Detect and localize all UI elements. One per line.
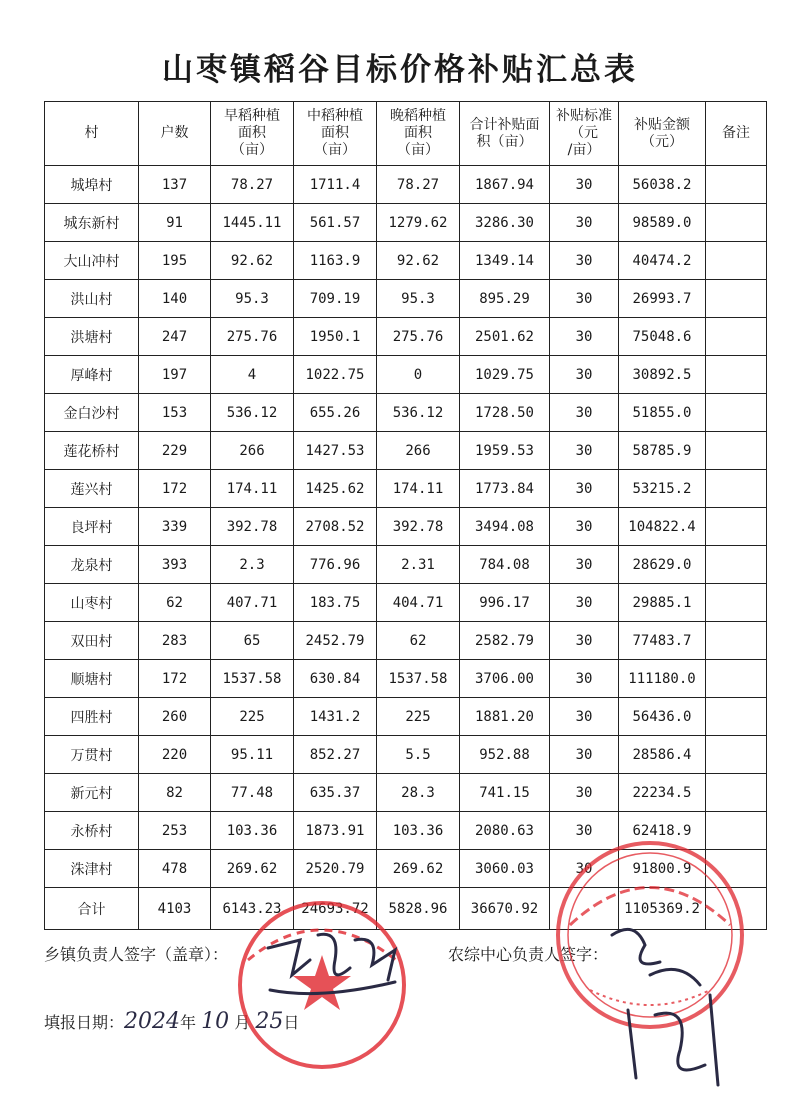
cell-late-rice-area: 62 bbox=[377, 622, 460, 660]
cell-late-rice-area: 103.36 bbox=[377, 812, 460, 850]
cell-total-area: 3060.03 bbox=[460, 850, 550, 888]
header-total-area: 合计补贴面 积（亩） bbox=[460, 102, 550, 166]
cell-mid-rice-area: 2520.79 bbox=[294, 850, 377, 888]
cell-early-rice-area: 392.78 bbox=[211, 508, 294, 546]
cell-village: 城埠村 bbox=[45, 166, 139, 204]
cell-subsidy-standard: 30 bbox=[550, 356, 619, 394]
cell-late-rice-area: 269.62 bbox=[377, 850, 460, 888]
cell-total-area: 2582.79 bbox=[460, 622, 550, 660]
cell-mid-rice-area: 1711.4 bbox=[294, 166, 377, 204]
cell-early-rice-area: 95.3 bbox=[211, 280, 294, 318]
table-row bbox=[45, 242, 767, 280]
cell-early-rice-area: 269.62 bbox=[211, 850, 294, 888]
cell-late-rice-area: 225 bbox=[377, 698, 460, 736]
cell-total-area: 1029.75 bbox=[460, 356, 550, 394]
cell-subsidy-amount: 30892.5 bbox=[619, 356, 706, 394]
cell-subsidy-standard: 30 bbox=[550, 318, 619, 356]
header-village: 村 bbox=[45, 102, 139, 166]
header-mid-rice-area: 中稻种植 面积 （亩） bbox=[294, 102, 377, 166]
cell-early-rice-area: 275.76 bbox=[211, 318, 294, 356]
cell-subsidy-standard: 30 bbox=[550, 698, 619, 736]
table-row bbox=[45, 812, 767, 850]
cell-early-rice-area: 65 bbox=[211, 622, 294, 660]
cell-subsidy-amount: 28586.4 bbox=[619, 736, 706, 774]
cell-mid-rice-area: 1427.53 bbox=[294, 432, 377, 470]
cell-households: 283 bbox=[139, 622, 211, 660]
cell-late-rice-area: 174.11 bbox=[377, 470, 460, 508]
table-body bbox=[45, 166, 767, 930]
cell-mid-rice-area: 2452.79 bbox=[294, 622, 377, 660]
cell-remarks bbox=[706, 774, 767, 812]
cell-late-rice-area: 0 bbox=[377, 356, 460, 394]
table-row bbox=[45, 850, 767, 888]
header-subsidy-standard: 补贴标准 （元 /亩） bbox=[550, 102, 619, 166]
date-month: 10 bbox=[201, 1009, 230, 1034]
cell-village: 顺塘村 bbox=[45, 660, 139, 698]
table-header-row bbox=[45, 102, 767, 166]
cell-remarks bbox=[706, 242, 767, 280]
table-row bbox=[45, 432, 767, 470]
cell-early-rice-area: 1445.11 bbox=[211, 204, 294, 242]
cell-remarks bbox=[706, 622, 767, 660]
cell-total-area: 1349.14 bbox=[460, 242, 550, 280]
cell-subsidy-standard: 30 bbox=[550, 470, 619, 508]
date-day-unit: 日 bbox=[283, 1013, 300, 1032]
table-row bbox=[45, 204, 767, 242]
cell-mid-rice-area: 630.84 bbox=[294, 660, 377, 698]
total-households: 4103 bbox=[139, 888, 211, 930]
header-subsidy-amount: 补贴金额 （元） bbox=[619, 102, 706, 166]
cell-subsidy-standard: 30 bbox=[550, 622, 619, 660]
cell-village: 金白沙村 bbox=[45, 394, 139, 432]
date-month-unit: 月 bbox=[234, 1013, 251, 1032]
total-early-rice-area: 6143.23 bbox=[211, 888, 294, 930]
header-remarks: 备注 bbox=[706, 102, 767, 166]
cell-households: 140 bbox=[139, 280, 211, 318]
date-day: 25 bbox=[255, 1009, 284, 1034]
cell-total-area: 2501.62 bbox=[460, 318, 550, 356]
cell-village: 双田村 bbox=[45, 622, 139, 660]
cell-households: 137 bbox=[139, 166, 211, 204]
cell-households: 91 bbox=[139, 204, 211, 242]
cell-late-rice-area: 5.5 bbox=[377, 736, 460, 774]
cell-early-rice-area: 536.12 bbox=[211, 394, 294, 432]
cell-village: 莲兴村 bbox=[45, 470, 139, 508]
cell-remarks bbox=[706, 356, 767, 394]
cell-subsidy-amount: 28629.0 bbox=[619, 546, 706, 584]
cell-subsidy-standard: 30 bbox=[550, 812, 619, 850]
table-row bbox=[45, 660, 767, 698]
cell-late-rice-area: 92.62 bbox=[377, 242, 460, 280]
cell-households: 247 bbox=[139, 318, 211, 356]
center-handwritten-signature bbox=[612, 929, 718, 1085]
cell-total-area: 784.08 bbox=[460, 546, 550, 584]
township-handwritten-signature bbox=[268, 934, 395, 993]
table-row bbox=[45, 546, 767, 584]
total-late-rice-area: 5828.96 bbox=[377, 888, 460, 930]
date-year: 2024 bbox=[124, 1009, 181, 1034]
cell-mid-rice-area: 2708.52 bbox=[294, 508, 377, 546]
total-remarks bbox=[706, 888, 767, 930]
cell-remarks bbox=[706, 280, 767, 318]
cell-subsidy-standard: 30 bbox=[550, 736, 619, 774]
cell-subsidy-amount: 104822.4 bbox=[619, 508, 706, 546]
cell-subsidy-standard: 30 bbox=[550, 280, 619, 318]
cell-subsidy-amount: 91800.9 bbox=[619, 850, 706, 888]
cell-subsidy-standard: 30 bbox=[550, 546, 619, 584]
cell-mid-rice-area: 852.27 bbox=[294, 736, 377, 774]
cell-late-rice-area: 1537.58 bbox=[377, 660, 460, 698]
cell-households: 220 bbox=[139, 736, 211, 774]
cell-early-rice-area: 1537.58 bbox=[211, 660, 294, 698]
cell-village: 厚峰村 bbox=[45, 356, 139, 394]
cell-subsidy-standard: 30 bbox=[550, 204, 619, 242]
cell-mid-rice-area: 1163.9 bbox=[294, 242, 377, 280]
cell-late-rice-area: 275.76 bbox=[377, 318, 460, 356]
total-village: 合计 bbox=[45, 888, 139, 930]
cell-early-rice-area: 78.27 bbox=[211, 166, 294, 204]
cell-subsidy-amount: 58785.9 bbox=[619, 432, 706, 470]
cell-total-area: 1867.94 bbox=[460, 166, 550, 204]
cell-total-area: 1773.84 bbox=[460, 470, 550, 508]
cell-mid-rice-area: 1425.62 bbox=[294, 470, 377, 508]
cell-households: 197 bbox=[139, 356, 211, 394]
township-signature-label: 乡镇负责人签字（盖章）： bbox=[44, 945, 229, 964]
cell-early-rice-area: 103.36 bbox=[211, 812, 294, 850]
cell-households: 393 bbox=[139, 546, 211, 584]
cell-households: 153 bbox=[139, 394, 211, 432]
cell-households: 82 bbox=[139, 774, 211, 812]
cell-late-rice-area: 2.31 bbox=[377, 546, 460, 584]
cell-remarks bbox=[706, 850, 767, 888]
cell-mid-rice-area: 1431.2 bbox=[294, 698, 377, 736]
cell-subsidy-amount: 51855.0 bbox=[619, 394, 706, 432]
cell-early-rice-area: 2.3 bbox=[211, 546, 294, 584]
table-row bbox=[45, 698, 767, 736]
cell-mid-rice-area: 1950.1 bbox=[294, 318, 377, 356]
cell-village: 四胜村 bbox=[45, 698, 139, 736]
cell-village: 龙泉村 bbox=[45, 546, 139, 584]
cell-remarks bbox=[706, 736, 767, 774]
cell-subsidy-amount: 56038.2 bbox=[619, 166, 706, 204]
cell-subsidy-amount: 75048.6 bbox=[619, 318, 706, 356]
cell-total-area: 1959.53 bbox=[460, 432, 550, 470]
cell-subsidy-standard: 30 bbox=[550, 432, 619, 470]
table-row bbox=[45, 356, 767, 394]
cell-remarks bbox=[706, 584, 767, 622]
cell-late-rice-area: 392.78 bbox=[377, 508, 460, 546]
cell-mid-rice-area: 709.19 bbox=[294, 280, 377, 318]
table-row bbox=[45, 280, 767, 318]
cell-mid-rice-area: 1873.91 bbox=[294, 812, 377, 850]
cell-subsidy-amount: 62418.9 bbox=[619, 812, 706, 850]
cell-households: 260 bbox=[139, 698, 211, 736]
total-subsidy-standard bbox=[550, 888, 619, 930]
cell-total-area: 3494.08 bbox=[460, 508, 550, 546]
subsidy-table bbox=[44, 101, 767, 930]
cell-subsidy-amount: 56436.0 bbox=[619, 698, 706, 736]
cell-households: 253 bbox=[139, 812, 211, 850]
cell-remarks bbox=[706, 166, 767, 204]
cell-late-rice-area: 1279.62 bbox=[377, 204, 460, 242]
center-signature-label: 农综中心负责人签字： bbox=[448, 945, 609, 964]
cell-subsidy-amount: 111180.0 bbox=[619, 660, 706, 698]
cell-remarks bbox=[706, 394, 767, 432]
cell-remarks bbox=[706, 546, 767, 584]
cell-late-rice-area: 266 bbox=[377, 432, 460, 470]
cell-subsidy-amount: 53215.2 bbox=[619, 470, 706, 508]
cell-remarks bbox=[706, 470, 767, 508]
cell-households: 339 bbox=[139, 508, 211, 546]
cell-subsidy-amount: 40474.2 bbox=[619, 242, 706, 280]
cell-early-rice-area: 77.48 bbox=[211, 774, 294, 812]
cell-total-area: 2080.63 bbox=[460, 812, 550, 850]
cell-village: 永桥村 bbox=[45, 812, 139, 850]
cell-village: 万贯村 bbox=[45, 736, 139, 774]
cell-remarks bbox=[706, 812, 767, 850]
cell-village: 大山冲村 bbox=[45, 242, 139, 280]
cell-village: 洙津村 bbox=[45, 850, 139, 888]
cell-late-rice-area: 95.3 bbox=[377, 280, 460, 318]
cell-subsidy-standard: 30 bbox=[550, 660, 619, 698]
header-households: 户数 bbox=[139, 102, 211, 166]
cell-households: 229 bbox=[139, 432, 211, 470]
cell-early-rice-area: 225 bbox=[211, 698, 294, 736]
cell-late-rice-area: 536.12 bbox=[377, 394, 460, 432]
cell-late-rice-area: 28.3 bbox=[377, 774, 460, 812]
header-late-rice-area: 晚稻种植 面积 （亩） bbox=[377, 102, 460, 166]
cell-subsidy-standard: 30 bbox=[550, 166, 619, 204]
cell-mid-rice-area: 561.57 bbox=[294, 204, 377, 242]
cell-total-area: 996.17 bbox=[460, 584, 550, 622]
cell-village: 洪山村 bbox=[45, 280, 139, 318]
cell-subsidy-standard: 30 bbox=[550, 774, 619, 812]
cell-village: 城东新村 bbox=[45, 204, 139, 242]
cell-village: 新元村 bbox=[45, 774, 139, 812]
cell-early-rice-area: 4 bbox=[211, 356, 294, 394]
cell-mid-rice-area: 1022.75 bbox=[294, 356, 377, 394]
table-row bbox=[45, 470, 767, 508]
fill-date bbox=[44, 1009, 299, 1034]
cell-subsidy-standard: 30 bbox=[550, 508, 619, 546]
total-mid-rice-area: 24693.72 bbox=[294, 888, 377, 930]
cell-households: 195 bbox=[139, 242, 211, 280]
total-subsidy-amount: 1105369.2 bbox=[619, 888, 706, 930]
cell-total-area: 3706.00 bbox=[460, 660, 550, 698]
cell-households: 62 bbox=[139, 584, 211, 622]
cell-village: 莲花桥村 bbox=[45, 432, 139, 470]
cell-total-area: 952.88 bbox=[460, 736, 550, 774]
cell-mid-rice-area: 183.75 bbox=[294, 584, 377, 622]
cell-subsidy-standard: 30 bbox=[550, 850, 619, 888]
cell-subsidy-standard: 30 bbox=[550, 394, 619, 432]
cell-remarks bbox=[706, 432, 767, 470]
date-year-unit: 年 bbox=[180, 1013, 197, 1032]
cell-village: 山枣村 bbox=[45, 584, 139, 622]
cell-subsidy-amount: 98589.0 bbox=[619, 204, 706, 242]
cell-remarks bbox=[706, 698, 767, 736]
table-row bbox=[45, 736, 767, 774]
cell-mid-rice-area: 776.96 bbox=[294, 546, 377, 584]
cell-remarks bbox=[706, 318, 767, 356]
cell-subsidy-amount: 29885.1 bbox=[619, 584, 706, 622]
header-early-rice-area: 早稻种植 面积 （亩） bbox=[211, 102, 294, 166]
cell-remarks bbox=[706, 660, 767, 698]
table-row bbox=[45, 774, 767, 812]
cell-subsidy-standard: 30 bbox=[550, 584, 619, 622]
cell-total-area: 3286.30 bbox=[460, 204, 550, 242]
cell-remarks bbox=[706, 508, 767, 546]
cell-households: 172 bbox=[139, 660, 211, 698]
table-row bbox=[45, 622, 767, 660]
cell-total-area: 895.29 bbox=[460, 280, 550, 318]
cell-mid-rice-area: 655.26 bbox=[294, 394, 377, 432]
cell-late-rice-area: 404.71 bbox=[377, 584, 460, 622]
cell-subsidy-standard: 30 bbox=[550, 242, 619, 280]
cell-total-area: 741.15 bbox=[460, 774, 550, 812]
cell-early-rice-area: 174.11 bbox=[211, 470, 294, 508]
table-row bbox=[45, 508, 767, 546]
cell-mid-rice-area: 635.37 bbox=[294, 774, 377, 812]
cell-subsidy-amount: 77483.7 bbox=[619, 622, 706, 660]
cell-total-area: 1881.20 bbox=[460, 698, 550, 736]
cell-households: 478 bbox=[139, 850, 211, 888]
cell-subsidy-amount: 26993.7 bbox=[619, 280, 706, 318]
cell-subsidy-amount: 22234.5 bbox=[619, 774, 706, 812]
cell-early-rice-area: 407.71 bbox=[211, 584, 294, 622]
cell-village: 良坪村 bbox=[45, 508, 139, 546]
date-label: 填报日期： bbox=[44, 1013, 125, 1032]
cell-village: 洪塘村 bbox=[45, 318, 139, 356]
table-row bbox=[45, 394, 767, 432]
cell-remarks bbox=[706, 204, 767, 242]
cell-households: 172 bbox=[139, 470, 211, 508]
cell-total-area: 1728.50 bbox=[460, 394, 550, 432]
table-row bbox=[45, 318, 767, 356]
cell-late-rice-area: 78.27 bbox=[377, 166, 460, 204]
cell-early-rice-area: 266 bbox=[211, 432, 294, 470]
total-total-area: 36670.92 bbox=[460, 888, 550, 930]
table-row bbox=[45, 584, 767, 622]
document-title: 山枣镇稻谷目标价格补贴汇总表 bbox=[162, 52, 638, 88]
cell-early-rice-area: 95.11 bbox=[211, 736, 294, 774]
cell-early-rice-area: 92.62 bbox=[211, 242, 294, 280]
table-row bbox=[45, 166, 767, 204]
total-row bbox=[45, 888, 767, 930]
